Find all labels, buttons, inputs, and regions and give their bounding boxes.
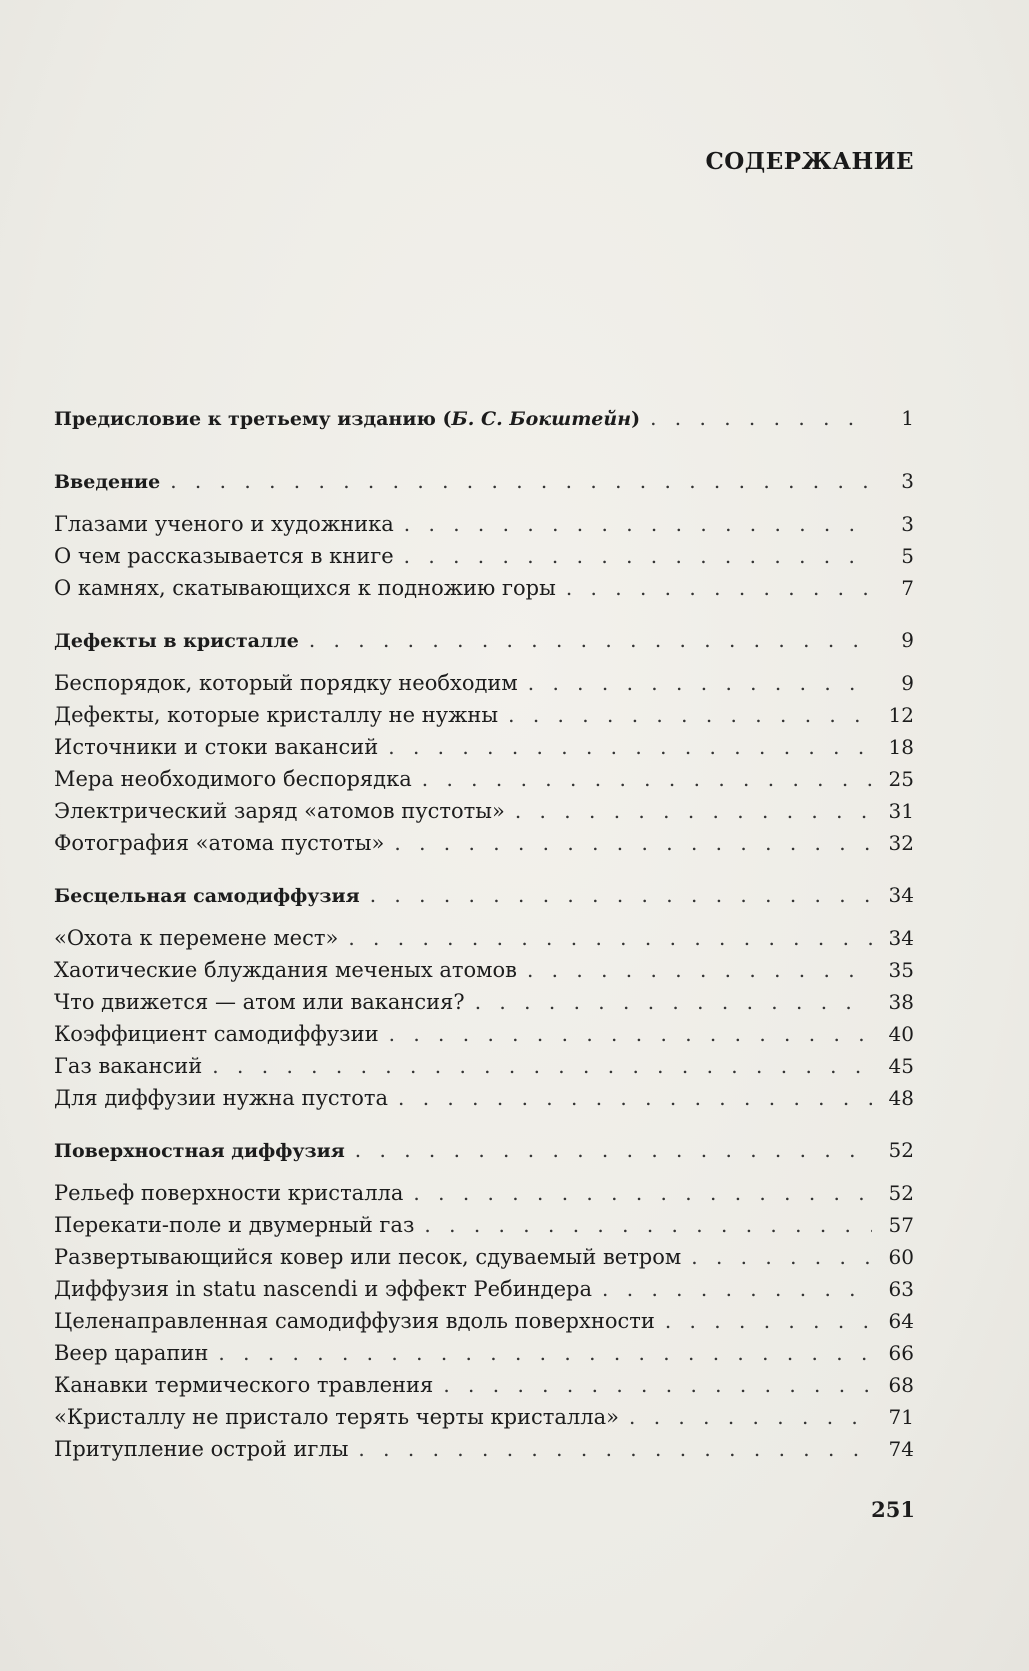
dot-leader <box>566 572 872 604</box>
toc-entry-title: Хаотические блуждания меченых атомов <box>54 958 517 982</box>
toc-entry-title: Глазами ученого и художника <box>54 512 394 536</box>
toc-entry[interactable] <box>54 572 914 604</box>
toc-entry-title: О камнях, скатывающихся к подножию горы <box>54 576 556 600</box>
dot-leader <box>443 1369 872 1401</box>
toc-entry[interactable] <box>54 1433 914 1465</box>
toc-entry-title: Источники и стоки вакансий <box>54 735 379 759</box>
toc-entry[interactable] <box>54 1082 914 1114</box>
toc-entry[interactable] <box>54 508 914 540</box>
dot-leader <box>422 763 872 795</box>
dot-leader <box>515 795 872 827</box>
dot-leader <box>650 398 872 438</box>
toc-page-number: 25 <box>888 767 914 791</box>
toc-entry[interactable] <box>54 1305 914 1337</box>
toc-page-number: 7 <box>901 576 914 600</box>
toc-entry-title: Развертывающийся ковер или песок, сдуваемый ветром <box>54 1245 682 1269</box>
toc-entry-title: Диффузия in statu nascendi и эффект Ребиндера <box>54 1277 593 1301</box>
toc-entry[interactable] <box>54 1369 914 1401</box>
toc-section <box>54 620 914 859</box>
dot-leader <box>528 667 872 699</box>
toc-section-title <box>54 399 640 439</box>
dot-leader <box>691 1241 872 1273</box>
toc-page-number: 9 <box>901 628 914 652</box>
toc-section-header[interactable] <box>54 875 914 922</box>
toc-entry[interactable] <box>54 1273 914 1305</box>
dot-leader <box>309 620 872 660</box>
toc-section-title: Введение <box>54 471 161 493</box>
dot-leader <box>348 922 872 954</box>
toc-page-number: 3 <box>901 512 914 536</box>
toc-entry-title: Фотография «атома пустоты» <box>54 831 385 855</box>
toc-entry-title: Рельеф поверхности кристалла <box>54 1181 404 1205</box>
page-number: 251 <box>871 1497 915 1522</box>
toc-page-number: 57 <box>888 1213 914 1237</box>
toc-section-title-text: Предисловие к третьему изданию ( <box>54 408 452 430</box>
toc-entry-title: Притупление острой иглы <box>54 1437 349 1461</box>
toc-page-number: 32 <box>888 831 914 855</box>
toc-entry[interactable] <box>54 1241 914 1273</box>
dot-leader <box>212 1050 872 1082</box>
dot-leader <box>404 540 872 572</box>
toc-entry-title: Газ вакансий <box>54 1054 203 1078</box>
toc-page-number: 5 <box>901 544 914 568</box>
dot-leader <box>508 699 872 731</box>
toc-entry[interactable] <box>54 1209 914 1241</box>
toc-entry[interactable] <box>54 922 914 954</box>
toc-section <box>54 398 914 445</box>
toc-page-number: 31 <box>888 799 914 823</box>
toc-section-header[interactable] <box>54 398 914 445</box>
toc-page-number: 9 <box>901 671 914 695</box>
toc-section <box>54 1130 914 1465</box>
toc-entry-title: «Охота к перемене мест» <box>54 926 339 950</box>
toc-page-number: 34 <box>888 883 914 907</box>
toc-page-number: 60 <box>888 1245 914 1269</box>
toc-page-number: 34 <box>888 926 914 950</box>
toc-entry-title: Дефекты, которые кристаллу не нужны <box>54 703 499 727</box>
toc-entry-title: Электрический заряд «атомов пустоты» <box>54 799 505 823</box>
dot-leader <box>602 1273 872 1305</box>
dot-leader <box>527 954 872 986</box>
toc-section-title: Бесцельная самодиффузия <box>54 885 360 907</box>
toc-page-number: 3 <box>901 469 914 493</box>
page-heading: СОДЕРЖАНИЕ <box>705 148 914 175</box>
toc-entry[interactable] <box>54 763 914 795</box>
toc-entry-title: Коэффициент самодиффузии <box>54 1022 379 1046</box>
toc-page-number: 12 <box>888 703 914 727</box>
toc-entry-title: Канавки термического травления <box>54 1373 434 1397</box>
dot-leader <box>170 461 872 501</box>
toc-page-number: 64 <box>888 1309 914 1333</box>
toc-page-number: 63 <box>888 1277 914 1301</box>
toc-entry[interactable] <box>54 540 914 572</box>
toc-page-number: 35 <box>888 958 914 982</box>
toc-entry[interactable] <box>54 1337 914 1369</box>
toc-entry[interactable] <box>54 954 914 986</box>
toc-entry[interactable] <box>54 667 914 699</box>
toc-page-number: 52 <box>888 1181 914 1205</box>
toc-entry-title: Мера необходимого беспорядка <box>54 767 412 791</box>
dot-leader <box>218 1337 872 1369</box>
dot-leader <box>355 1130 872 1170</box>
toc-section-title-close: ) <box>631 408 641 430</box>
toc-page-number: 45 <box>888 1054 914 1078</box>
toc-entry[interactable] <box>54 795 914 827</box>
dot-leader <box>370 875 872 915</box>
dot-leader <box>398 1082 872 1114</box>
table-of-contents <box>54 398 914 1481</box>
toc-entry[interactable] <box>54 1401 914 1433</box>
toc-page-number: 40 <box>888 1022 914 1046</box>
toc-page-number: 66 <box>888 1341 914 1365</box>
dot-leader <box>358 1433 872 1465</box>
dot-leader <box>665 1305 872 1337</box>
toc-section <box>54 461 914 604</box>
toc-page-number: 74 <box>888 1437 914 1461</box>
dot-leader <box>475 986 872 1018</box>
toc-entry[interactable] <box>54 986 914 1018</box>
toc-entry-title: Беспорядок, который порядку необходим <box>54 671 518 695</box>
toc-section <box>54 875 914 1114</box>
toc-section-title-author: Б. С. Бокштейн <box>451 408 632 430</box>
toc-section-header[interactable] <box>54 620 914 667</box>
toc-entry-title: Веер царапин <box>54 1341 209 1365</box>
dot-leader <box>629 1401 872 1433</box>
toc-entry-title: Перекати-поле и двумерный газ <box>54 1213 415 1237</box>
dot-leader <box>389 1018 872 1050</box>
toc-entry-title: «Кристаллу не пристало терять черты кристалла» <box>54 1405 619 1429</box>
dot-leader <box>388 731 872 763</box>
toc-entry[interactable] <box>54 1177 914 1209</box>
dot-leader <box>394 827 872 859</box>
dot-leader <box>424 1209 872 1241</box>
toc-entry[interactable] <box>54 731 914 763</box>
toc-entry[interactable] <box>54 1050 914 1082</box>
toc-page-number: 38 <box>888 990 914 1014</box>
toc-page-number: 1 <box>901 406 914 430</box>
toc-entry-title: Целенаправленная самодиффузия вдоль поверхности <box>54 1309 655 1333</box>
toc-section-title: Поверхностная диффузия <box>54 1140 345 1162</box>
toc-page-number: 18 <box>888 735 914 759</box>
toc-entry-title: Что движется — атом или вакансия? <box>54 990 465 1014</box>
dot-leader <box>413 1177 872 1209</box>
toc-page-number: 68 <box>888 1373 914 1397</box>
toc-section-title: Дефекты в кристалле <box>54 630 299 652</box>
toc-entry[interactable] <box>54 827 914 859</box>
toc-section-header[interactable] <box>54 1130 914 1177</box>
toc-section-header[interactable] <box>54 461 914 508</box>
toc-entry[interactable] <box>54 699 914 731</box>
toc-page-number: 71 <box>888 1405 914 1429</box>
toc-page-number: 48 <box>888 1086 914 1110</box>
toc-page-number: 52 <box>888 1138 914 1162</box>
toc-entry[interactable] <box>54 1018 914 1050</box>
toc-entry-title: Для диффузии нужна пустота <box>54 1086 388 1110</box>
toc-entry-title: О чем рассказывается в книге <box>54 544 394 568</box>
dot-leader <box>404 508 872 540</box>
